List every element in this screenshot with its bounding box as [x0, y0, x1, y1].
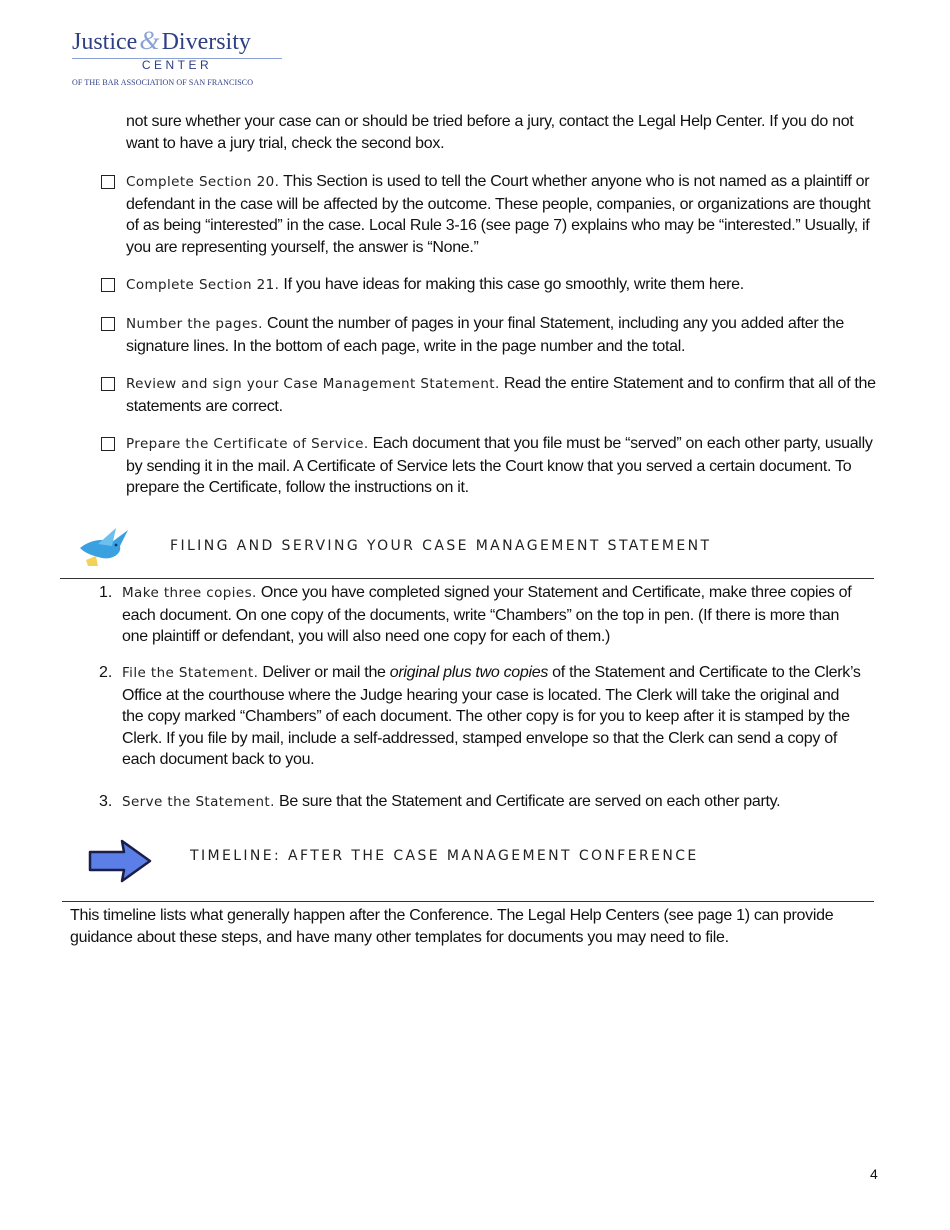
- checklist-item: Complete Section 21. If you have ideas for making this case go smoothly, write them here.: [126, 276, 744, 293]
- logo-affiliation: OF THE BAR ASSOCIATION OF SAN FRANCISCO: [72, 78, 254, 87]
- organization-logo: [72, 26, 287, 87]
- step-item: File the Statement. Deliver or mail the original plus two copies of the Statement and Certificate to the Clerk’s Office at the courthouse where the Judge hearing your case is located. The Clerk will take the original and the copy marked “Chambers” of each document. The other copy is for you to keep after it is stamped by the Clerk. If you file by mail, include a self-addressed, stamped envelope so that the Clerk can send a copy of each document back to you.: [122, 664, 861, 768]
- step-number: 1.: [99, 584, 113, 601]
- section-heading-filing: FILING AND SERVING YOUR CASE MANAGEMENT STATEMENT: [170, 538, 712, 554]
- step-number: 3.: [99, 793, 113, 810]
- logo-subtitle: CENTER: [141, 58, 213, 72]
- section-divider: [60, 578, 874, 579]
- intro-paragraph: not sure whether your case can or should be tried before a jury, contact the Legal Help Center. If you do not want to have a jury trial, check the second box.: [126, 113, 854, 152]
- checkbox-icon[interactable]: [101, 377, 115, 391]
- checkbox-icon[interactable]: [101, 437, 115, 451]
- checklist-item: Number the pages. Count the number of pages in your final Statement, including any you added after the signature lines. In the bottom of each page, write in the page number and the total.: [126, 315, 844, 355]
- step-item: Make three copies. Once you have completed signed your Statement and Certificate, make three copies of each document. On one copy of the documents, write “Chambers” on the top in pen. (If there is more than one plaintiff or defendant, you will also need one copy for each of them.): [122, 584, 852, 645]
- checklist-item: Prepare the Certificate of Service. Each document that you file must be “served” on each other party, usually by sending it in the mail. A Certificate of Service lets the Court know that you served a certain document. To prepare the Certificate, follow the instructions on it.: [126, 435, 873, 496]
- step-item: Serve the Statement. Be sure that the Statement and Certificate are served on each other party.: [122, 793, 781, 810]
- arrow-right-icon: [86, 838, 154, 884]
- section-heading-timeline: TIMELINE: AFTER THE CASE MANAGEMENT CONFERENCE: [190, 848, 699, 864]
- step-number: 2.: [99, 664, 113, 681]
- checklist-item: Review and sign your Case Management Statement. Read the entire Statement and to confirm that all of the statements are correct.: [126, 375, 876, 415]
- timeline-intro: This timeline lists what generally happen after the Conference. The Legal Help Centers (see page 1) can provide guidance about these steps, and have many other templates for documents you may need to file.: [70, 907, 834, 946]
- section-divider: [62, 901, 874, 902]
- checkbox-icon[interactable]: [101, 317, 115, 331]
- checkbox-icon[interactable]: [101, 175, 115, 189]
- page-number: 4: [870, 1166, 878, 1182]
- checkbox-icon[interactable]: [101, 278, 115, 292]
- checklist-item: Complete Section 20. This Section is used to tell the Court whether anyone who is not named as a plaintiff or defendant in the case will be affected by the outcome. These people, companies, or organizations are thought of as being “interested” in the case. Local Rule 3-16 (see page 7) explains who may be “interested.” Usually, if you are representing yourself, the answer is “None.”: [126, 173, 871, 256]
- bird-icon: [76, 526, 132, 570]
- logo-title: Justice&Diversity: [72, 26, 251, 55]
